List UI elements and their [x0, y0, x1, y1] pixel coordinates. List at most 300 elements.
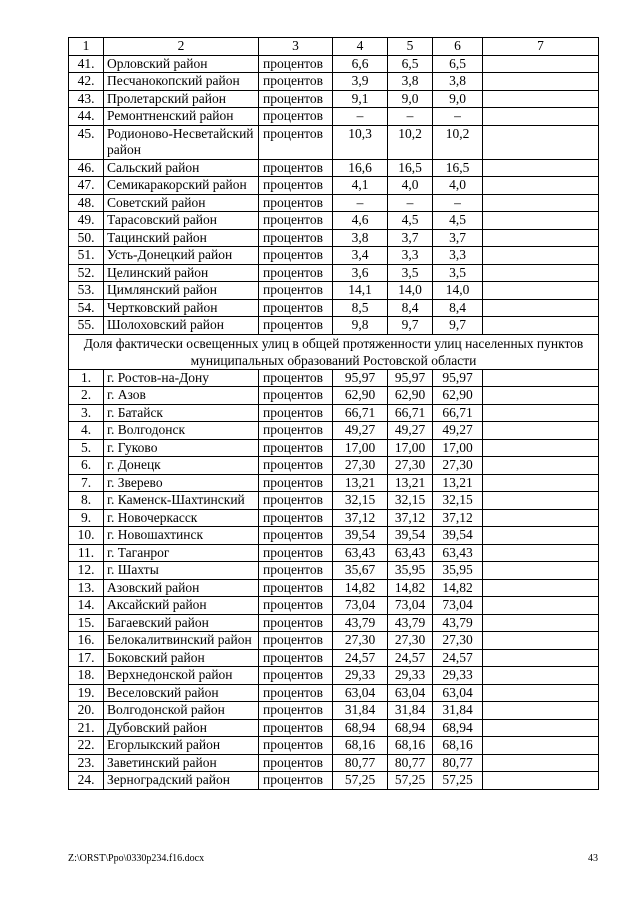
cell-empty	[483, 387, 599, 405]
cell-v4: 39,54	[333, 527, 388, 545]
cell-empty	[483, 754, 599, 772]
cell-name: г. Шахты	[104, 562, 259, 580]
cell-v4: 63,43	[333, 544, 388, 562]
table-row	[69, 737, 599, 755]
cell-v4: 29,33	[333, 667, 388, 685]
cell-empty	[483, 194, 599, 212]
cell-v4: 57,25	[333, 772, 388, 790]
cell-num: 17.	[69, 649, 104, 667]
table-row	[69, 299, 599, 317]
cell-name: Песчанокопский район	[104, 73, 259, 91]
cell-v6: 3,7	[433, 229, 483, 247]
table-row	[69, 282, 599, 300]
table-row	[69, 597, 599, 615]
cell-v4: 43,79	[333, 614, 388, 632]
cell-v5: 62,90	[388, 387, 433, 405]
cell-v4: –	[333, 194, 388, 212]
cell-v6: 37,12	[433, 509, 483, 527]
cell-unit: процентов	[259, 404, 333, 422]
cell-name: г. Донецк	[104, 457, 259, 475]
table-row	[69, 369, 599, 387]
cell-name: г. Новочеркасск	[104, 509, 259, 527]
cell-v5: 32,15	[388, 492, 433, 510]
cell-v6: 4,5	[433, 212, 483, 230]
cell-name: Веселовский район	[104, 684, 259, 702]
cell-v6: 3,5	[433, 264, 483, 282]
cell-v5: 3,7	[388, 229, 433, 247]
cell-v4: 9,1	[333, 90, 388, 108]
cell-v5: 4,0	[388, 177, 433, 195]
cell-num: 7.	[69, 474, 104, 492]
cell-v4: 3,6	[333, 264, 388, 282]
col-header: 4	[333, 38, 388, 56]
table-row	[69, 404, 599, 422]
cell-name: Боковский район	[104, 649, 259, 667]
table-row	[69, 317, 599, 335]
cell-v4: 27,30	[333, 457, 388, 475]
cell-unit: процентов	[259, 754, 333, 772]
cell-unit: процентов	[259, 299, 333, 317]
cell-num: 12.	[69, 562, 104, 580]
col-header: 7	[483, 38, 599, 56]
table-row	[69, 73, 599, 91]
cell-unit: процентов	[259, 177, 333, 195]
cell-empty	[483, 212, 599, 230]
table-row	[69, 474, 599, 492]
cell-empty	[483, 282, 599, 300]
cell-name: Дубовский район	[104, 719, 259, 737]
table-row	[69, 229, 599, 247]
cell-v6: 43,79	[433, 614, 483, 632]
cell-unit: процентов	[259, 457, 333, 475]
cell-num: 51.	[69, 247, 104, 265]
cell-v5: 63,04	[388, 684, 433, 702]
cell-num: 10.	[69, 527, 104, 545]
cell-name: Семикаракорский район	[104, 177, 259, 195]
table-row	[69, 562, 599, 580]
cell-num: 1.	[69, 369, 104, 387]
cell-num: 53.	[69, 282, 104, 300]
cell-empty	[483, 299, 599, 317]
cell-v6: 29,33	[433, 667, 483, 685]
cell-unit: процентов	[259, 194, 333, 212]
cell-empty	[483, 177, 599, 195]
data-table	[68, 37, 599, 790]
cell-v4: 9,8	[333, 317, 388, 335]
cell-v6: 63,04	[433, 684, 483, 702]
cell-name: г. Таганрог	[104, 544, 259, 562]
cell-v6: 31,84	[433, 702, 483, 720]
cell-unit: процентов	[259, 387, 333, 405]
cell-v6: –	[433, 194, 483, 212]
section-row	[69, 334, 599, 369]
col-header: 1	[69, 38, 104, 56]
cell-num: 21.	[69, 719, 104, 737]
cell-unit: процентов	[259, 544, 333, 562]
cell-v6: 68,16	[433, 737, 483, 755]
cell-empty	[483, 614, 599, 632]
cell-name: Белокалитвинский район	[104, 632, 259, 650]
cell-v4: 8,5	[333, 299, 388, 317]
table-row	[69, 212, 599, 230]
cell-name: Цимлянский район	[104, 282, 259, 300]
table-row	[69, 387, 599, 405]
cell-v6: 17,00	[433, 439, 483, 457]
cell-name: Шолоховский район	[104, 317, 259, 335]
cell-empty	[483, 125, 599, 159]
cell-name: Пролетарский район	[104, 90, 259, 108]
cell-v6: 9,0	[433, 90, 483, 108]
cell-v4: 24,57	[333, 649, 388, 667]
cell-v4: 3,4	[333, 247, 388, 265]
table-row	[69, 90, 599, 108]
cell-unit: процентов	[259, 509, 333, 527]
cell-num: 15.	[69, 614, 104, 632]
cell-v5: 3,3	[388, 247, 433, 265]
cell-name: Волгодонской район	[104, 702, 259, 720]
header-row	[69, 38, 599, 56]
cell-v4: –	[333, 108, 388, 126]
cell-unit: процентов	[259, 772, 333, 790]
cell-unit: процентов	[259, 90, 333, 108]
cell-v5: 68,16	[388, 737, 433, 755]
cell-num: 52.	[69, 264, 104, 282]
table-row	[69, 509, 599, 527]
cell-v5: 14,82	[388, 579, 433, 597]
cell-v6: 68,94	[433, 719, 483, 737]
cell-unit: процентов	[259, 684, 333, 702]
cell-empty	[483, 509, 599, 527]
table-row	[69, 457, 599, 475]
cell-v6: 49,27	[433, 422, 483, 440]
table-row	[69, 247, 599, 265]
cell-num: 14.	[69, 597, 104, 615]
table-row	[69, 194, 599, 212]
cell-empty	[483, 404, 599, 422]
cell-unit: процентов	[259, 282, 333, 300]
cell-v5: 95,97	[388, 369, 433, 387]
cell-name: Советский район	[104, 194, 259, 212]
cell-v6: 6,5	[433, 55, 483, 73]
table-row	[69, 649, 599, 667]
cell-v6: 14,82	[433, 579, 483, 597]
cell-v6: –	[433, 108, 483, 126]
cell-name: г. Батайск	[104, 404, 259, 422]
cell-num: 24.	[69, 772, 104, 790]
cell-v4: 68,16	[333, 737, 388, 755]
table-row	[69, 264, 599, 282]
cell-unit: процентов	[259, 579, 333, 597]
cell-v4: 13,21	[333, 474, 388, 492]
table-row	[69, 55, 599, 73]
cell-v6: 3,3	[433, 247, 483, 265]
cell-v6: 9,7	[433, 317, 483, 335]
cell-v6: 13,21	[433, 474, 483, 492]
cell-v5: –	[388, 108, 433, 126]
cell-v4: 4,1	[333, 177, 388, 195]
cell-v5: 16,5	[388, 159, 433, 177]
cell-empty	[483, 562, 599, 580]
cell-v5: 3,5	[388, 264, 433, 282]
cell-empty	[483, 474, 599, 492]
cell-unit: процентов	[259, 73, 333, 91]
cell-v5: 35,95	[388, 562, 433, 580]
cell-name: Родионово-Несветайский район	[104, 125, 259, 159]
cell-empty	[483, 90, 599, 108]
table-row	[69, 719, 599, 737]
cell-unit: процентов	[259, 55, 333, 73]
cell-name: г. Азов	[104, 387, 259, 405]
cell-v6: 3,8	[433, 73, 483, 91]
cell-num: 8.	[69, 492, 104, 510]
cell-empty	[483, 73, 599, 91]
cell-unit: процентов	[259, 667, 333, 685]
cell-empty	[483, 719, 599, 737]
cell-num: 43.	[69, 90, 104, 108]
table-row	[69, 492, 599, 510]
cell-empty	[483, 684, 599, 702]
cell-v6: 14,0	[433, 282, 483, 300]
cell-unit: процентов	[259, 614, 333, 632]
cell-v4: 27,30	[333, 632, 388, 650]
cell-name: Усть-Донецкий район	[104, 247, 259, 265]
table-row	[69, 108, 599, 126]
table-row	[69, 177, 599, 195]
cell-v4: 4,6	[333, 212, 388, 230]
cell-v4: 73,04	[333, 597, 388, 615]
cell-v4: 35,67	[333, 562, 388, 580]
cell-unit: процентов	[259, 422, 333, 440]
cell-name: г. Волгодонск	[104, 422, 259, 440]
cell-unit: процентов	[259, 125, 333, 159]
cell-v5: 4,5	[388, 212, 433, 230]
cell-unit: процентов	[259, 439, 333, 457]
cell-empty	[483, 527, 599, 545]
cell-unit: процентов	[259, 212, 333, 230]
col-header: 5	[388, 38, 433, 56]
cell-unit: процентов	[259, 247, 333, 265]
cell-v4: 6,6	[333, 55, 388, 73]
cell-unit: процентов	[259, 474, 333, 492]
cell-unit: процентов	[259, 159, 333, 177]
cell-name: Орловский район	[104, 55, 259, 73]
cell-v5: 9,7	[388, 317, 433, 335]
table-row	[69, 614, 599, 632]
cell-name: Аксайский район	[104, 597, 259, 615]
section-title: Доля фактически освещенных улиц в общей протяженности улиц населенных пунктов муниципальных образований Ростовской области	[69, 334, 599, 369]
table-row	[69, 579, 599, 597]
cell-name: г. Зверево	[104, 474, 259, 492]
cell-num: 5.	[69, 439, 104, 457]
cell-v5: 13,21	[388, 474, 433, 492]
cell-v4: 17,00	[333, 439, 388, 457]
cell-v6: 27,30	[433, 632, 483, 650]
cell-name: Верхнедонской район	[104, 667, 259, 685]
cell-v5: 43,79	[388, 614, 433, 632]
table-row	[69, 754, 599, 772]
cell-v5: 14,0	[388, 282, 433, 300]
cell-num: 46.	[69, 159, 104, 177]
cell-empty	[483, 422, 599, 440]
cell-v6: 35,95	[433, 562, 483, 580]
cell-empty	[483, 55, 599, 73]
cell-unit: процентов	[259, 527, 333, 545]
cell-v5: 31,84	[388, 702, 433, 720]
cell-v4: 80,77	[333, 754, 388, 772]
cell-unit: процентов	[259, 649, 333, 667]
cell-empty	[483, 649, 599, 667]
cell-name: Заветинский район	[104, 754, 259, 772]
cell-num: 2.	[69, 387, 104, 405]
cell-unit: процентов	[259, 108, 333, 126]
cell-num: 19.	[69, 684, 104, 702]
cell-v4: 14,1	[333, 282, 388, 300]
cell-v5: 6,5	[388, 55, 433, 73]
table-row	[69, 159, 599, 177]
cell-num: 20.	[69, 702, 104, 720]
cell-num: 41.	[69, 55, 104, 73]
table-row	[69, 772, 599, 790]
cell-v5: 17,00	[388, 439, 433, 457]
cell-v4: 3,8	[333, 229, 388, 247]
cell-unit: процентов	[259, 719, 333, 737]
cell-v5: 3,8	[388, 73, 433, 91]
cell-empty	[483, 457, 599, 475]
table-row	[69, 684, 599, 702]
cell-v5: –	[388, 194, 433, 212]
cell-v6: 80,77	[433, 754, 483, 772]
cell-v5: 57,25	[388, 772, 433, 790]
cell-v6: 27,30	[433, 457, 483, 475]
cell-v4: 63,04	[333, 684, 388, 702]
table-row	[69, 632, 599, 650]
cell-v6: 95,97	[433, 369, 483, 387]
cell-name: Ремонтненский район	[104, 108, 259, 126]
cell-unit: процентов	[259, 597, 333, 615]
cell-num: 23.	[69, 754, 104, 772]
cell-name: г. Гуково	[104, 439, 259, 457]
cell-empty	[483, 597, 599, 615]
cell-v6: 24,57	[433, 649, 483, 667]
cell-v4: 3,9	[333, 73, 388, 91]
table-row	[69, 544, 599, 562]
table-row	[69, 439, 599, 457]
cell-unit: процентов	[259, 317, 333, 335]
cell-name: Чертковский район	[104, 299, 259, 317]
cell-num: 49.	[69, 212, 104, 230]
cell-v6: 32,15	[433, 492, 483, 510]
cell-empty	[483, 247, 599, 265]
cell-num: 18.	[69, 667, 104, 685]
cell-v5: 73,04	[388, 597, 433, 615]
cell-empty	[483, 229, 599, 247]
cell-unit: процентов	[259, 562, 333, 580]
cell-unit: процентов	[259, 632, 333, 650]
cell-empty	[483, 632, 599, 650]
cell-v4: 32,15	[333, 492, 388, 510]
cell-v5: 27,30	[388, 632, 433, 650]
col-header: 2	[104, 38, 259, 56]
table-row	[69, 527, 599, 545]
cell-v4: 95,97	[333, 369, 388, 387]
cell-num: 42.	[69, 73, 104, 91]
cell-num: 48.	[69, 194, 104, 212]
cell-num: 55.	[69, 317, 104, 335]
col-header: 6	[433, 38, 483, 56]
cell-empty	[483, 108, 599, 126]
cell-empty	[483, 579, 599, 597]
cell-num: 11.	[69, 544, 104, 562]
cell-v6: 16,5	[433, 159, 483, 177]
cell-v4: 37,12	[333, 509, 388, 527]
cell-name: Сальский район	[104, 159, 259, 177]
cell-empty	[483, 544, 599, 562]
cell-num: 4.	[69, 422, 104, 440]
cell-empty	[483, 737, 599, 755]
cell-v5: 10,2	[388, 125, 433, 159]
cell-num: 3.	[69, 404, 104, 422]
col-header: 3	[259, 38, 333, 56]
cell-v5: 27,30	[388, 457, 433, 475]
cell-empty	[483, 159, 599, 177]
cell-v5: 29,33	[388, 667, 433, 685]
cell-v4: 16,6	[333, 159, 388, 177]
cell-v4: 14,82	[333, 579, 388, 597]
cell-v6: 63,43	[433, 544, 483, 562]
cell-unit: процентов	[259, 492, 333, 510]
cell-name: Целинский район	[104, 264, 259, 282]
cell-name: Тарасовский район	[104, 212, 259, 230]
cell-name: Егорлыкский район	[104, 737, 259, 755]
cell-v5: 68,94	[388, 719, 433, 737]
cell-num: 50.	[69, 229, 104, 247]
cell-num: 22.	[69, 737, 104, 755]
cell-v4: 31,84	[333, 702, 388, 720]
cell-name: Азовский район	[104, 579, 259, 597]
cell-v5: 8,4	[388, 299, 433, 317]
cell-v6: 57,25	[433, 772, 483, 790]
cell-v6: 66,71	[433, 404, 483, 422]
cell-name: г. Ростов-на-Дону	[104, 369, 259, 387]
cell-empty	[483, 264, 599, 282]
cell-v5: 80,77	[388, 754, 433, 772]
cell-v5: 66,71	[388, 404, 433, 422]
cell-num: 13.	[69, 579, 104, 597]
cell-name: Зерноградский район	[104, 772, 259, 790]
table-row	[69, 422, 599, 440]
cell-unit: процентов	[259, 737, 333, 755]
table-row	[69, 667, 599, 685]
cell-v6: 10,2	[433, 125, 483, 159]
cell-v4: 62,90	[333, 387, 388, 405]
cell-name: г. Каменск-Шахтинский	[104, 492, 259, 510]
cell-empty	[483, 317, 599, 335]
cell-num: 44.	[69, 108, 104, 126]
table-row	[69, 702, 599, 720]
table-row	[69, 125, 599, 159]
cell-v4: 10,3	[333, 125, 388, 159]
cell-v6: 8,4	[433, 299, 483, 317]
cell-empty	[483, 702, 599, 720]
cell-unit: процентов	[259, 229, 333, 247]
cell-num: 16.	[69, 632, 104, 650]
cell-num: 6.	[69, 457, 104, 475]
cell-unit: процентов	[259, 264, 333, 282]
cell-empty	[483, 369, 599, 387]
file-path: Z:\ORST\Ppo\0330p234.f16.docx	[68, 853, 205, 864]
cell-num: 9.	[69, 509, 104, 527]
cell-empty	[483, 772, 599, 790]
